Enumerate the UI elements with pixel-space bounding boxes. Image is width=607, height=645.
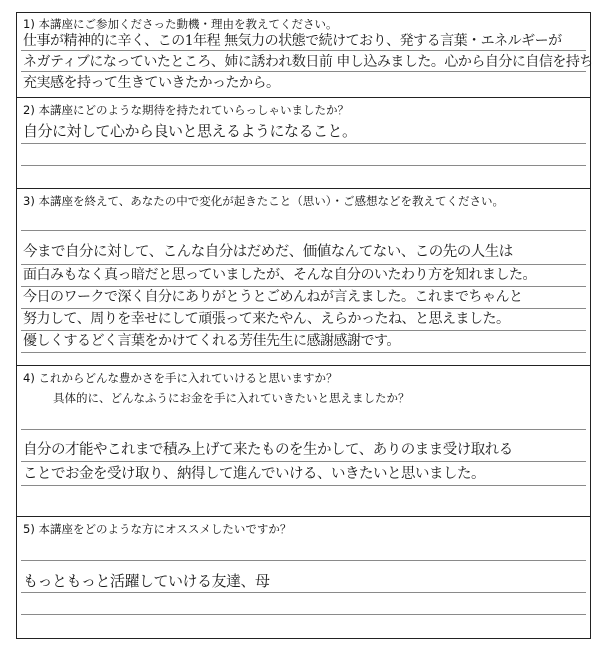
answer-1-line-3: 充実感を持って生きていきたかったから。 bbox=[23, 75, 280, 91]
answer-line bbox=[21, 352, 586, 353]
answer-3-line-1: 今まで自分に対して、こんな自分はだめだ、価値なんてない、この先の人生は bbox=[23, 244, 513, 260]
answer-3-line-2: 面白みもなく真っ暗だと思っていましたが、そんな自分のいたわり方を知れました。 bbox=[23, 267, 536, 283]
answer-4-line-2: ことでお金を受け取り、納得して進んでいける、いきたいと思いました。 bbox=[23, 466, 485, 482]
answer-3-line-5: 優しくするどく言葉をかけてくれる芳佳先生に感謝感謝です。 bbox=[23, 333, 400, 349]
answer-line bbox=[21, 165, 586, 166]
answer-line bbox=[21, 485, 586, 486]
answer-line bbox=[21, 592, 586, 593]
section-5 bbox=[17, 516, 590, 640]
answer-5-line-1: もっともっと活躍していける友達、母 bbox=[23, 572, 270, 590]
answer-3-line-4: 努力して、周りを幸せにして頑張って来たやん、えらかったね、と思えました。 bbox=[23, 311, 510, 327]
answer-1-line-2: ネガティブになっていたところ、姉に誘われ数日前 申し込みました。心から自分に自信を持ち bbox=[23, 54, 593, 70]
answer-line bbox=[21, 230, 586, 231]
answer-4-line-1: 自分の才能やこれまで積み上げて来たものを生かして、ありのまま受け取れる bbox=[23, 442, 513, 458]
answer-1-line-1: 仕事が精神的に辛く、この1年程 無気力の状態で続けており、発する言葉・エネルギーが bbox=[23, 33, 562, 49]
section-2 bbox=[17, 97, 590, 189]
questionnaire-sheet bbox=[16, 12, 591, 639]
question-2-label: 2) 本講座にどのような期待を持たれていらっしゃいましたか？ bbox=[23, 103, 349, 117]
question-4-label: 4) これからどんな豊かさを手に入れていけると思いますか？ bbox=[23, 371, 338, 385]
question-3-label: 3) 本講座を終えて、あなたの中で変化が起きたこと（思い）・ご感想などを教えてください。 bbox=[23, 194, 504, 208]
section-1 bbox=[17, 13, 593, 98]
answer-3-line-3: 今日のワークで深く自分にありがとうとごめんねが言えました。これまでちゃんと bbox=[23, 289, 523, 305]
section-3 bbox=[17, 188, 590, 366]
question-4-sublabel: 具体的に、どんなふうにお金を手に入れていきたいと思えましたか？ bbox=[53, 391, 410, 405]
answer-line bbox=[21, 143, 586, 144]
answer-line bbox=[21, 560, 586, 561]
answer-2-line-1: 自分に対して心から良いと思えるようになること。 bbox=[23, 122, 357, 140]
section-4 bbox=[17, 365, 590, 517]
question-1-label: 1) 本講座にご参加くださった動機・理由を教えてください。 bbox=[23, 17, 338, 31]
answer-line bbox=[21, 429, 586, 430]
answer-line bbox=[21, 461, 586, 462]
question-5-label: 5) 本講座をどのような方にオススメしたいですか？ bbox=[23, 522, 292, 536]
answer-line bbox=[21, 614, 586, 615]
